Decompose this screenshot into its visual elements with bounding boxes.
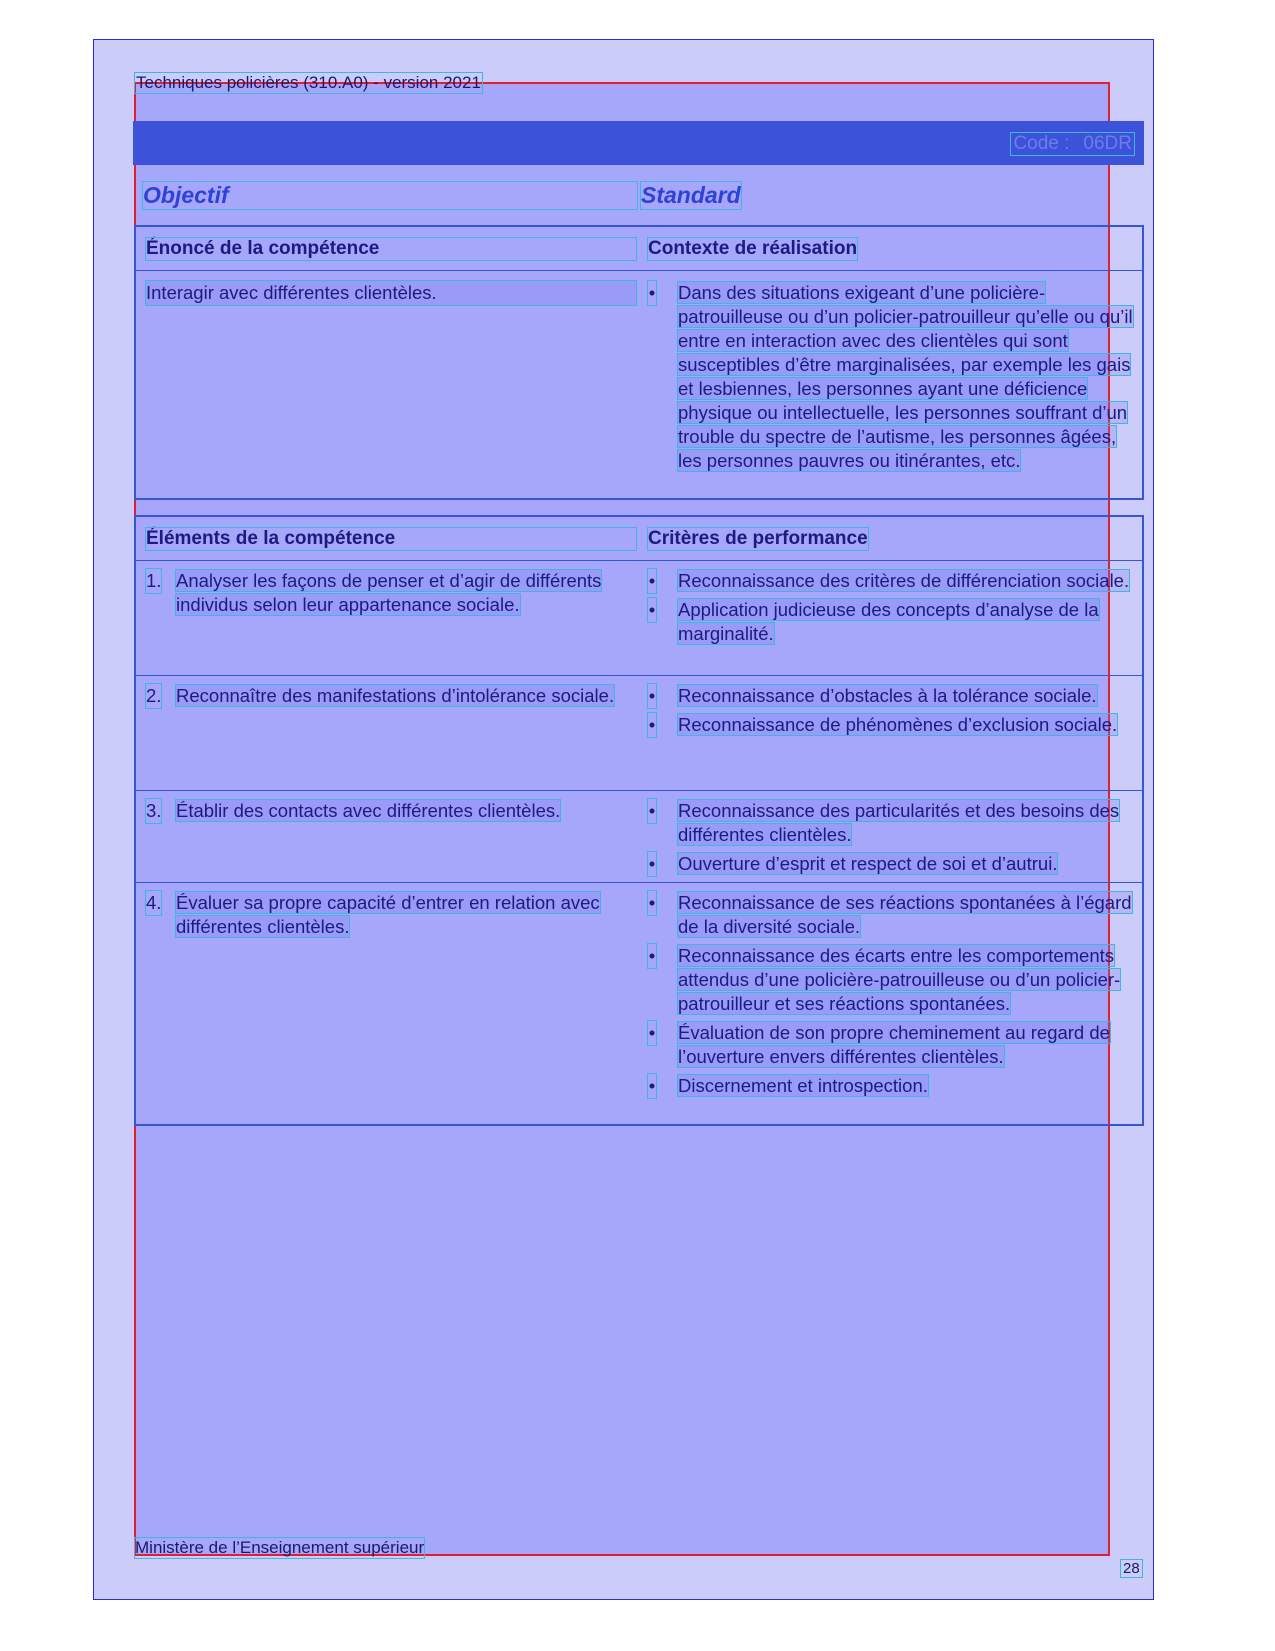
element-row xyxy=(136,561,1142,676)
bullet-icon: • xyxy=(648,853,656,874)
criterion-item: • Reconnaissance d’obstacles à la tolérance sociale. xyxy=(648,685,1097,706)
contexte-list xyxy=(648,281,1133,473)
element-row xyxy=(136,791,1142,883)
bullet-icon: • xyxy=(648,800,656,821)
standard-heading: Standard xyxy=(641,182,741,208)
criteres-heading: Critères de performance xyxy=(648,528,868,549)
element-text: Analyser les façons de penser et d’agir de différents individus selon leur appartenance sociale. xyxy=(176,570,602,615)
element-row xyxy=(136,676,1142,791)
objectif-heading: Objectif xyxy=(143,182,637,209)
code-value: 06DR xyxy=(1083,133,1132,154)
criterion-item: • Ouverture d’esprit et respect de soi et d’autrui. xyxy=(648,853,1058,874)
element-number: 1. xyxy=(146,570,162,591)
bullet-icon: • xyxy=(648,685,656,706)
elements-heading: Éléments de la compétence xyxy=(146,528,636,550)
bullet-icon: • xyxy=(648,945,656,966)
page-number: 28 xyxy=(1123,1560,1140,1577)
enonce-text: Interagir avec différentes clientèles. xyxy=(146,281,636,305)
element-text: Établir des contacts avec différentes clientèles. xyxy=(176,800,561,821)
bullet-icon: • xyxy=(648,892,656,913)
bullet-icon: • xyxy=(648,1075,656,1096)
element-row xyxy=(136,883,1142,1123)
criterion-item: • Reconnaissance de phénomènes d’exclusion sociale. xyxy=(648,714,1118,735)
elements-header-row xyxy=(136,517,1142,561)
criterion-item: • Reconnaissance des critères de différenciation sociale. xyxy=(648,570,1130,591)
bullet-icon: • xyxy=(648,282,656,303)
competence-table xyxy=(134,225,1144,500)
element-text: Évaluer sa propre capacité d’entrer en relation avec différentes clientèles. xyxy=(176,892,600,937)
criterion-item: • Reconnaissance des écarts entre les comportements attendus d’une policière-patrouilleuse ou d’un policier-patrouilleur et ses réactions spontanées. xyxy=(648,945,1121,1014)
code-label: Code : xyxy=(1013,133,1070,154)
competence-header-row xyxy=(136,227,1142,271)
elements-table xyxy=(134,515,1144,1126)
enonce-heading: Énoncé de la compétence xyxy=(146,238,636,260)
criterion-item: • Discernement et introspection. xyxy=(648,1075,928,1096)
bullet-icon: • xyxy=(648,1022,656,1043)
criterion-item: • Reconnaissance des particularités et des besoins des différentes clientèles. xyxy=(648,800,1120,845)
criterion-item: • Application judicieuse des concepts d’analyse de la marginalité. xyxy=(648,599,1099,644)
criterion-item: • Reconnaissance de ses réactions spontanées à l’égard de la diversité sociale. xyxy=(648,892,1132,937)
element-number: 3. xyxy=(146,800,162,821)
footer-text: Ministère de l’Enseignement supérieur xyxy=(135,1538,425,1557)
element-number: 4. xyxy=(146,892,162,913)
element-number: 2. xyxy=(146,685,162,706)
bullet-icon: • xyxy=(648,714,656,735)
contexte-item: • Dans des situations exigeant d’une policière-patrouilleuse ou d’un policier-patrouilleur qu’elle ou qu’il entre en interaction avec des clientèles qui sont susceptibles d’être marginalisées, par exemple les gais et lesbiennes, les personnes ayant une déficience physique ou intellectuelle, les personnes souffrant d’un trouble du spectre de l’autisme, les personnes âgées, les personnes pauvres ou itinérantes, etc. xyxy=(648,282,1133,471)
bullet-icon: • xyxy=(648,570,656,591)
code-box xyxy=(1011,133,1134,155)
bullet-icon: • xyxy=(648,599,656,620)
running-header: Techniques policières (310.A0) - version 2021 xyxy=(136,73,481,92)
criterion-item: • Évaluation de son propre cheminement au regard de l’ouverture envers différentes clientèles. xyxy=(648,1022,1110,1067)
code-band xyxy=(133,121,1144,165)
contexte-heading: Contexte de réalisation xyxy=(648,238,858,259)
competence-body-row xyxy=(136,271,1142,496)
element-text: Reconnaître des manifestations d’intolérance sociale. xyxy=(176,685,615,706)
